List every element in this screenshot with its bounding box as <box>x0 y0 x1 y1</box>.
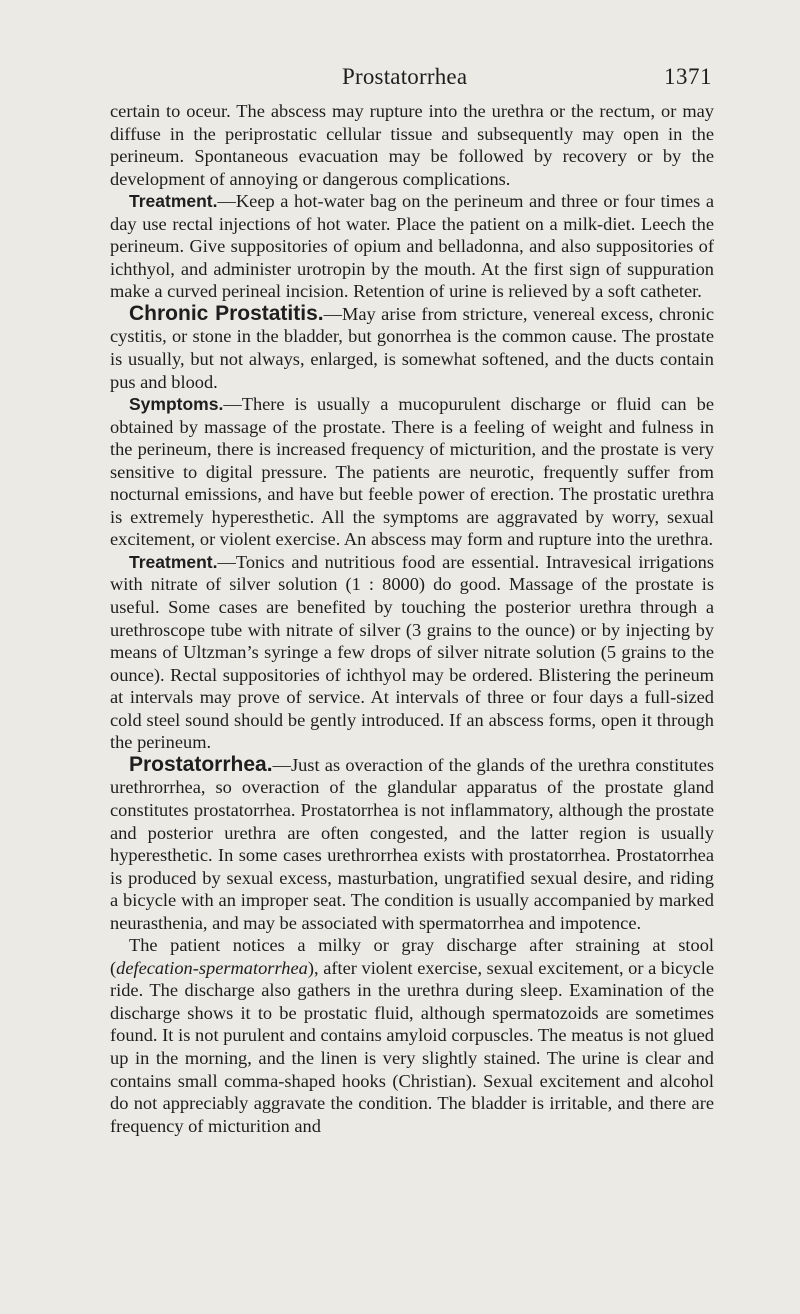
paragraph-text: The patient notices a milky or gray discharge after straining at stool ( <box>110 935 714 978</box>
paragraph-text: —Just as overaction of the glands of the urethra constitutes urethrorrhea, so overaction of the glandular apparatus of the prostate gland constitutes prostatorrhea. Prostatorrhea is not inflammatory, although the prostate and posterior urethra are often congested, and the latter region is usually hyperesthetic. In some cases urethrorrhea exists with prostatorrhea. Prostatorrhea is produced by sexual excess, masturbation, ungratified sexual desire, and riding a bicycle with an improper seat. The condition is usually accompanied by marked neurasthenia, and may be associated with spermatorrhea and impotence. <box>110 754 714 933</box>
paragraph-discharge <box>110 934 714 1137</box>
paragraph-text: —Tonics and nutritious food are essential. Intravesical irrigations with nitrate of silver solution (1 : 8000) do good. Massage of the prostate is useful. Some cases are benefited by touching the posterior urethra through a urethroscope tube with nitrate of silver (3 grains to the ounce) or by injecting by means of Ultzman’s syringe a few drops of silver nitrate solution (5 grains to the ounce). Rectal suppositories of ichthyol may be ordered. Blistering the perineum at intervals may prove of service. At intervals of three or four days a full-sized cold steel sound should be gently introduced. If an abscess forms, open it through the perineum. <box>110 551 714 753</box>
paragraph-text: —May arise from stricture, venereal excess, chronic cystitis, or stone in the bladder, but gonorrhea is the common cause. The prostate is usually, but not always, enlarged, is somewhat softened, and the ducts contain pus and blood. <box>110 303 714 392</box>
paragraph-chronic-treatment <box>110 551 714 754</box>
running-head-title: Prostatorrhea <box>342 64 468 89</box>
paragraph-abscess-course <box>110 100 714 190</box>
page-number: 1371 <box>664 64 712 89</box>
paragraph-text: ), after violent exercise, sexual excitement, or a bicycle ride. The discharge also gathers in the urethra during sleep. Examination of the discharge shows it to be prostatic fluid, although spermatozoids are sometimes found. It is not purulent and contains amyloid corpuscles. The meatus is not glued up in the morning, and the linen is very slightly stained. The urine is clear and contains small comma-shaped hooks (Christian). Sexual excitement and alcohol do not appreciably aggravate the condition. The bladder is irritable, and there are frequency of micturition and <box>110 957 714 1136</box>
section-heading-treatment: Treatment. <box>129 191 218 212</box>
body-text <box>110 100 714 1137</box>
paragraph-prostatorrhea <box>110 754 714 934</box>
section-heading-prostatorrhea: Prostatorrhea. <box>129 752 273 776</box>
paragraph-acute-treatment <box>110 190 714 303</box>
paragraph-chronic-prostatitis <box>110 303 714 393</box>
paragraph-text: certain to oceur. The abscess may rupture into the urethra or the rectum, or may diffuse in the periprostatic cellular tissue and subsequently may open in the perineum. Spontaneous evacuation may be followed by recovery or by the development of annoying or dangerous complications. <box>110 101 714 189</box>
section-heading-symptoms: Symptoms. <box>129 394 224 415</box>
paragraph-symptoms <box>110 393 714 551</box>
italic-term: defecation-spermatorrhea <box>116 957 308 978</box>
paragraph-text: —Keep a hot-water bag on the perineum and three or four times a day use rectal injections of hot water. Place the patient on a milk-diet. Leech the perineum. Give suppositories of opium and belladonna, and also suppositories of ichthyol, and administer urotropin by the mouth. At the first sign of suppuration make a curved perineal incision. Retention of urine is relieved by a soft catheter. <box>110 191 714 302</box>
section-heading-treatment: Treatment. <box>129 551 218 572</box>
paragraph-text: —There is usually a mucopurulent discharge or fluid can be obtained by massage of the prostate. There is a feeling of weight and fulness in the perineum, there is increased frequency of micturition, and the prostate is very sensitive to digital pressure. The patients are neurotic, frequently suffer from nocturnal emissions, and have but feeble power of erection. The prostatic urethra is extremely hyperesthetic. All the symptoms are aggravated by worry, sexual excitement, or violent exercise. An abscess may form and rupture into the urethra. <box>110 394 714 550</box>
section-heading-chronic-prostatitis: Chronic Prostatitis. <box>129 301 324 325</box>
